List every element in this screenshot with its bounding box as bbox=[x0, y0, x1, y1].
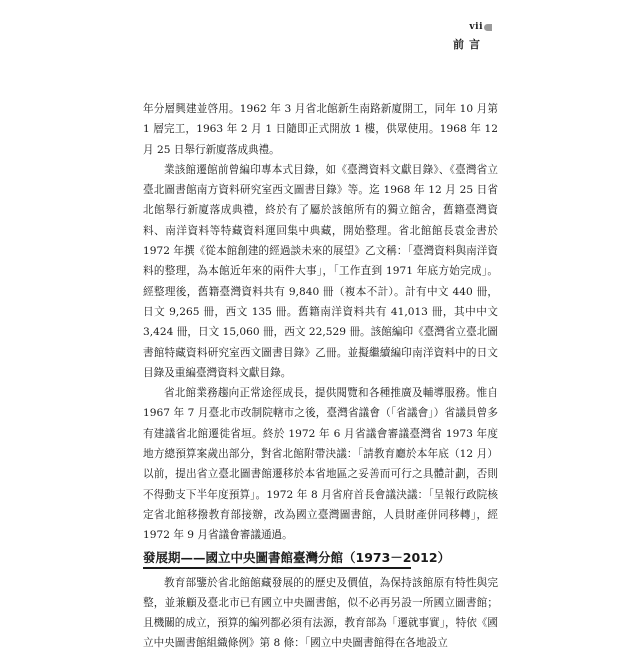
section-heading bbox=[143, 548, 498, 570]
paragraph-relocation: 省北館業務趨向正常途徑成長，提供閱覽和各種推廣及輔導服務。惟自 1967 年 7 月臺北市改制院轄市之後，臺灣省議會（「省議會」）省議員曾多有建議省北館遷徙省垣。終於 1972 年 6 月省議會審議臺灣省 1973 年度地方總預算案歲出部分，對省北館附帶決議：「請教育廳於本年底（12 月）以前，提出省立臺北圖書館遷移於本省地區之妥善而可行之具體計劃，否則不得動支下半年度預算」。1972 年 8 月省府首長會議決議：「呈報行政院核定省北館移撥教育部接辦，改為國立臺灣圖書館，人員財產併同移轉」，經 1972 年 9 月省議會審議通過。 bbox=[143, 387, 498, 542]
page-edge-tab bbox=[484, 24, 492, 31]
running-header-title: 前言 bbox=[453, 38, 485, 51]
page-body bbox=[143, 99, 498, 654]
paragraph-catalogs: 業該館遷館前曾編印專本式目錄，如《臺灣資料文獻目錄》、《臺灣省立臺北圖書館南方資料研究室西文圖書目錄》等。迄 1968 年 12 月 25 日省北館舉行新廈落成典禮，終於有了屬於該館所有的獨立館舍，舊籍臺灣資料、南洋資料等特藏資料運回集中典藏，開始整理。省北館館長袁金書於 1972 年撰《從本館創建的經過談未來的展望》乙文稱：「臺灣資料與南洋資料的整理，為本館近年來的兩件大事」，「工作直到 1971 年底方始完成」。經整理後，舊籍臺灣資料共有 9,840 冊（複本不計）。計有中文 440 冊，日文 9,265 冊，西文 135 冊。舊籍南洋資料共有 41,013 冊，其中中文 3,424 冊，日文 15,060 冊，西文 22,529 冊。該館編印《臺灣省立臺北圖書館特藏資料研究室西文圖書目錄》乙冊。並擬繼續編印南洋資料中的日文目錄及重編臺灣資料文獻目錄。 bbox=[143, 163, 498, 379]
section-heading-underline bbox=[143, 567, 411, 569]
section-heading-text: 發展期——國立中央圖書館臺灣分館（1973－2012） bbox=[143, 549, 451, 565]
paragraph-continuation: 年分層興建並啓用。1962 年 3 月省北館新生南路新廈開工，同年 10 月第 1 層完工，1963 年 2 月 1 日隨即正式開放 1 樓，供眾使用。1968 年 12 月 25 日舉行新廈落成典禮。 bbox=[143, 103, 498, 156]
paragraph-ministry: 教育部鑒於省北館館藏發展的的歷史及價值，為保持該館原有特性與完整，並兼顧及臺北市已有國立中央圖書館，似不必再另設一所國立圖書館；且機關的成立，預算的編列都必須有法源，教育部為「遷就事實」，特依《國立中央圖書館組織條例》第 8 條：「國立中央圖書館得在各地設立 bbox=[143, 576, 498, 650]
page-number: vii bbox=[469, 22, 483, 32]
